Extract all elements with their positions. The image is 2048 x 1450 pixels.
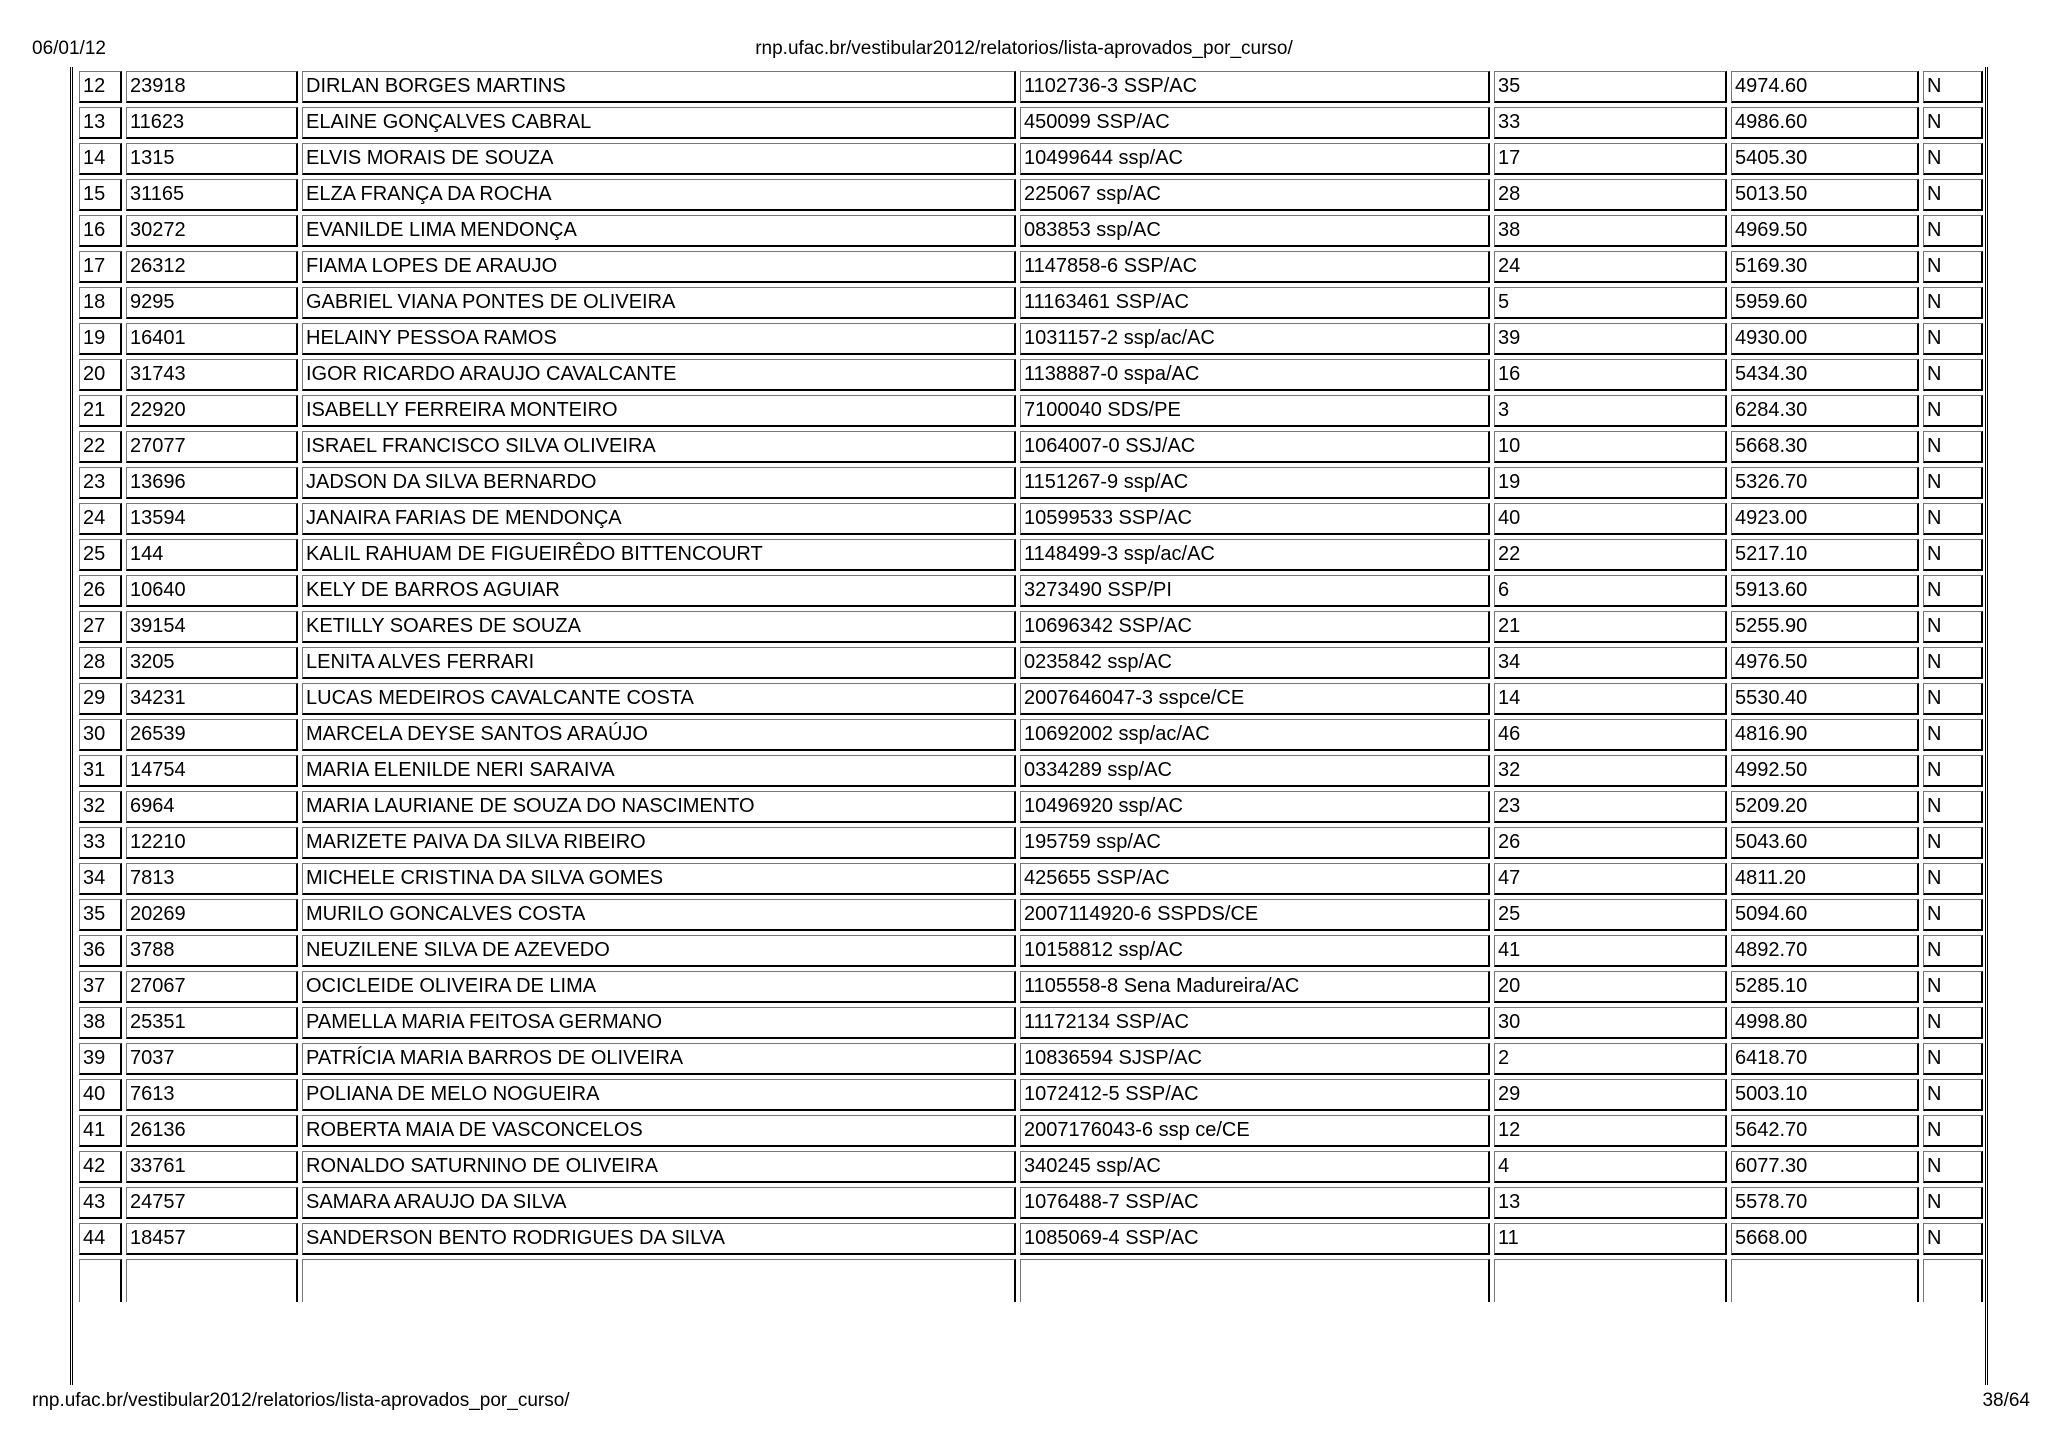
- id-document-cell: 1031157-2 ssp/ac/AC: [1020, 323, 1490, 355]
- status-cell: N: [1923, 215, 1983, 247]
- id-document-cell: 0334289 ssp/AC: [1020, 755, 1490, 787]
- empty-cell: [126, 1259, 298, 1302]
- empty-cell: [1494, 1259, 1727, 1302]
- status-cell: N: [1923, 827, 1983, 859]
- table-row: [79, 1079, 1983, 1111]
- name-cell: ELZA FRANÇA DA ROCHA: [302, 179, 1016, 211]
- table-row: [79, 935, 1983, 967]
- registration-cell: 31165: [126, 179, 298, 211]
- table-row: [79, 395, 1983, 427]
- row-number-cell: 22: [79, 431, 122, 463]
- name-cell: PAMELLA MARIA FEITOSA GERMANO: [302, 1007, 1016, 1039]
- registration-cell: 14754: [126, 755, 298, 787]
- rank-cell: 11: [1494, 1223, 1727, 1255]
- name-cell: LENITA ALVES FERRARI: [302, 647, 1016, 679]
- registration-cell: 11623: [126, 107, 298, 139]
- rank-cell: 6: [1494, 575, 1727, 607]
- id-document-cell: 0235842 ssp/AC: [1020, 647, 1490, 679]
- table-body: [79, 71, 1983, 1302]
- id-document-cell: 10696342 SSP/AC: [1020, 611, 1490, 643]
- row-number-cell: 39: [79, 1043, 122, 1075]
- name-cell: JANAIRA FARIAS DE MENDONÇA: [302, 503, 1016, 535]
- id-document-cell: 11163461 SSP/AC: [1020, 287, 1490, 319]
- score-cell: 5013.50: [1731, 179, 1919, 211]
- score-cell: 6077.30: [1731, 1151, 1919, 1183]
- name-cell: MICHELE CRISTINA DA SILVA GOMES: [302, 863, 1016, 895]
- score-cell: 5094.60: [1731, 899, 1919, 931]
- id-document-cell: 225067 ssp/AC: [1020, 179, 1490, 211]
- empty-cell: [1923, 1259, 1983, 1302]
- score-cell: 4969.50: [1731, 215, 1919, 247]
- score-cell: 5043.60: [1731, 827, 1919, 859]
- status-cell: N: [1923, 1187, 1983, 1219]
- score-cell: 4930.00: [1731, 323, 1919, 355]
- status-cell: N: [1923, 1079, 1983, 1111]
- status-cell: N: [1923, 791, 1983, 823]
- rank-cell: 20: [1494, 971, 1727, 1003]
- row-number-cell: 16: [79, 215, 122, 247]
- name-cell: MARCELA DEYSE SANTOS ARAÚJO: [302, 719, 1016, 751]
- registration-cell: 1315: [126, 143, 298, 175]
- status-cell: N: [1923, 431, 1983, 463]
- registration-cell: 31743: [126, 359, 298, 391]
- name-cell: PATRÍCIA MARIA BARROS DE OLIVEIRA: [302, 1043, 1016, 1075]
- name-cell: POLIANA DE MELO NOGUEIRA: [302, 1079, 1016, 1111]
- table-row: [79, 71, 1983, 103]
- rank-cell: 28: [1494, 179, 1727, 211]
- rank-cell: 38: [1494, 215, 1727, 247]
- rank-cell: 5: [1494, 287, 1727, 319]
- rank-cell: 12: [1494, 1115, 1727, 1147]
- row-number-cell: 43: [79, 1187, 122, 1219]
- table-row: [79, 503, 1983, 535]
- status-cell: N: [1923, 179, 1983, 211]
- registration-cell: 13696: [126, 467, 298, 499]
- status-cell: N: [1923, 359, 1983, 391]
- score-cell: 5003.10: [1731, 1079, 1919, 1111]
- status-cell: N: [1923, 611, 1983, 643]
- score-cell: 5530.40: [1731, 683, 1919, 715]
- id-document-cell: 3273490 SSP/PI: [1020, 575, 1490, 607]
- rank-cell: 29: [1494, 1079, 1727, 1111]
- row-number-cell: 12: [79, 71, 122, 103]
- status-cell: N: [1923, 1115, 1983, 1147]
- registration-cell: 144: [126, 539, 298, 571]
- registration-cell: 13594: [126, 503, 298, 535]
- id-document-cell: 10836594 SJSP/AC: [1020, 1043, 1490, 1075]
- name-cell: SANDERSON BENTO RODRIGUES DA SILVA: [302, 1223, 1016, 1255]
- row-number-cell: 13: [79, 107, 122, 139]
- score-cell: 4992.50: [1731, 755, 1919, 787]
- id-document-cell: 083853 ssp/AC: [1020, 215, 1490, 247]
- status-cell: N: [1923, 503, 1983, 535]
- registration-cell: 20269: [126, 899, 298, 931]
- table-row: [79, 1151, 1983, 1183]
- score-cell: 4811.20: [1731, 863, 1919, 895]
- row-number-cell: 30: [79, 719, 122, 751]
- registration-cell: 12210: [126, 827, 298, 859]
- registration-cell: 7813: [126, 863, 298, 895]
- table-row: [79, 1007, 1983, 1039]
- table-row: [79, 143, 1983, 175]
- id-document-cell: 1148499-3 ssp/ac/AC: [1020, 539, 1490, 571]
- status-cell: N: [1923, 395, 1983, 427]
- status-cell: N: [1923, 1043, 1983, 1075]
- id-document-cell: 340245 ssp/AC: [1020, 1151, 1490, 1183]
- status-cell: N: [1923, 539, 1983, 571]
- name-cell: KETILLY SOARES DE SOUZA: [302, 611, 1016, 643]
- registration-cell: 27077: [126, 431, 298, 463]
- registration-cell: 16401: [126, 323, 298, 355]
- rank-cell: 34: [1494, 647, 1727, 679]
- table-row: [79, 431, 1983, 463]
- registration-cell: 10640: [126, 575, 298, 607]
- registration-cell: 24757: [126, 1187, 298, 1219]
- registration-cell: 9295: [126, 287, 298, 319]
- name-cell: EVANILDE LIMA MENDONÇA: [302, 215, 1016, 247]
- score-cell: 5642.70: [1731, 1115, 1919, 1147]
- table-row: [79, 899, 1983, 931]
- rank-cell: 19: [1494, 467, 1727, 499]
- score-cell: 5668.30: [1731, 431, 1919, 463]
- registration-cell: 26136: [126, 1115, 298, 1147]
- name-cell: SAMARA ARAUJO DA SILVA: [302, 1187, 1016, 1219]
- rank-cell: 17: [1494, 143, 1727, 175]
- score-cell: 5285.10: [1731, 971, 1919, 1003]
- score-cell: 4892.70: [1731, 935, 1919, 967]
- name-cell: HELAINY PESSOA RAMOS: [302, 323, 1016, 355]
- empty-cell: [79, 1259, 122, 1302]
- table-row: [79, 323, 1983, 355]
- registration-cell: 3205: [126, 647, 298, 679]
- name-cell: MURILO GONCALVES COSTA: [302, 899, 1016, 931]
- row-number-cell: 27: [79, 611, 122, 643]
- rank-cell: 14: [1494, 683, 1727, 715]
- registration-cell: 30272: [126, 215, 298, 247]
- score-cell: 5668.00: [1731, 1223, 1919, 1255]
- row-number-cell: 19: [79, 323, 122, 355]
- status-cell: N: [1923, 935, 1983, 967]
- table-row: [79, 287, 1983, 319]
- registration-cell: 22920: [126, 395, 298, 427]
- name-cell: ELAINE GONÇALVES CABRAL: [302, 107, 1016, 139]
- id-document-cell: 10692002 ssp/ac/AC: [1020, 719, 1490, 751]
- status-cell: N: [1923, 647, 1983, 679]
- rank-cell: 24: [1494, 251, 1727, 283]
- print-date: 06/01/12: [32, 38, 106, 59]
- registration-cell: 33761: [126, 1151, 298, 1183]
- empty-cell: [1020, 1259, 1490, 1302]
- rank-cell: 30: [1494, 1007, 1727, 1039]
- registration-cell: 7037: [126, 1043, 298, 1075]
- score-cell: 5434.30: [1731, 359, 1919, 391]
- status-cell: N: [1923, 863, 1983, 895]
- rank-cell: 21: [1494, 611, 1727, 643]
- row-number-cell: 34: [79, 863, 122, 895]
- status-cell: N: [1923, 575, 1983, 607]
- rank-cell: 33: [1494, 107, 1727, 139]
- score-cell: 5326.70: [1731, 467, 1919, 499]
- score-cell: 6418.70: [1731, 1043, 1919, 1075]
- row-number-cell: 18: [79, 287, 122, 319]
- empty-cell: [302, 1259, 1016, 1302]
- id-document-cell: 2007646047-3 sspce/CE: [1020, 683, 1490, 715]
- row-number-cell: 36: [79, 935, 122, 967]
- rank-cell: 22: [1494, 539, 1727, 571]
- name-cell: JADSON DA SILVA BERNARDO: [302, 467, 1016, 499]
- registration-cell: 34231: [126, 683, 298, 715]
- rank-cell: 16: [1494, 359, 1727, 391]
- name-cell: MARIZETE PAIVA DA SILVA RIBEIRO: [302, 827, 1016, 859]
- id-document-cell: 10496920 ssp/AC: [1020, 791, 1490, 823]
- rank-cell: 47: [1494, 863, 1727, 895]
- id-document-cell: 1076488-7 SSP/AC: [1020, 1187, 1490, 1219]
- id-document-cell: 1064007-0 SSJ/AC: [1020, 431, 1490, 463]
- id-document-cell: 1147858-6 SSP/AC: [1020, 251, 1490, 283]
- rank-cell: 10: [1494, 431, 1727, 463]
- id-document-cell: 1072412-5 SSP/AC: [1020, 1079, 1490, 1111]
- id-document-cell: 7100040 SDS/PE: [1020, 395, 1490, 427]
- rank-cell: 26: [1494, 827, 1727, 859]
- name-cell: LUCAS MEDEIROS CAVALCANTE COSTA: [302, 683, 1016, 715]
- status-cell: N: [1923, 467, 1983, 499]
- id-document-cell: 450099 SSP/AC: [1020, 107, 1490, 139]
- table-row: [79, 1115, 1983, 1147]
- score-cell: 5255.90: [1731, 611, 1919, 643]
- id-document-cell: 1085069-4 SSP/AC: [1020, 1223, 1490, 1255]
- id-document-cell: 425655 SSP/AC: [1020, 863, 1490, 895]
- score-cell: 4974.60: [1731, 71, 1919, 103]
- table-row: [79, 791, 1983, 823]
- id-document-cell: 10499644 ssp/AC: [1020, 143, 1490, 175]
- name-cell: ISABELLY FERREIRA MONTEIRO: [302, 395, 1016, 427]
- table-row: [79, 539, 1983, 571]
- table-row: [79, 863, 1983, 895]
- table-row: [79, 359, 1983, 391]
- score-cell: 4986.60: [1731, 107, 1919, 139]
- id-document-cell: 2007114920-6 SSPDS/CE: [1020, 899, 1490, 931]
- id-document-cell: 1102736-3 SSP/AC: [1020, 71, 1490, 103]
- name-cell: MARIA LAURIANE DE SOUZA DO NASCIMENTO: [302, 791, 1016, 823]
- row-number-cell: 41: [79, 1115, 122, 1147]
- approved-candidates-table: [75, 67, 1987, 1306]
- registration-cell: 39154: [126, 611, 298, 643]
- row-number-cell: 33: [79, 827, 122, 859]
- rank-cell: 40: [1494, 503, 1727, 535]
- name-cell: OCICLEIDE OLIVEIRA DE LIMA: [302, 971, 1016, 1003]
- name-cell: DIRLAN BORGES MARTINS: [302, 71, 1016, 103]
- id-document-cell: 1151267-9 ssp/AC: [1020, 467, 1490, 499]
- rank-cell: 32: [1494, 755, 1727, 787]
- name-cell: NEUZILENE SILVA DE AZEVEDO: [302, 935, 1016, 967]
- row-number-cell: 42: [79, 1151, 122, 1183]
- registration-cell: 6964: [126, 791, 298, 823]
- table-row: [79, 683, 1983, 715]
- table-row: [79, 467, 1983, 499]
- score-cell: 4976.50: [1731, 647, 1919, 679]
- rank-cell: 25: [1494, 899, 1727, 931]
- row-number-cell: 20: [79, 359, 122, 391]
- score-cell: 5913.60: [1731, 575, 1919, 607]
- table-row: [79, 611, 1983, 643]
- rank-cell: 4: [1494, 1151, 1727, 1183]
- registration-cell: 27067: [126, 971, 298, 1003]
- name-cell: ELVIS MORAIS DE SOUZA: [302, 143, 1016, 175]
- name-cell: ISRAEL FRANCISCO SILVA OLIVEIRA: [302, 431, 1016, 463]
- registration-cell: 26312: [126, 251, 298, 283]
- status-cell: N: [1923, 1151, 1983, 1183]
- table-row: [79, 251, 1983, 283]
- page-number: 38/64: [1982, 1390, 2030, 1411]
- table-row: [79, 107, 1983, 139]
- row-number-cell: 40: [79, 1079, 122, 1111]
- rank-cell: 3: [1494, 395, 1727, 427]
- row-number-cell: 14: [79, 143, 122, 175]
- status-cell: N: [1923, 1223, 1983, 1255]
- score-cell: 5578.70: [1731, 1187, 1919, 1219]
- rank-cell: 39: [1494, 323, 1727, 355]
- page-header-url: rnp.ufac.br/vestibular2012/relatorios/lista-aprovados_por_curso/: [755, 38, 1293, 59]
- table-row: [79, 575, 1983, 607]
- row-number-cell: 35: [79, 899, 122, 931]
- table-row: [79, 179, 1983, 211]
- status-cell: N: [1923, 323, 1983, 355]
- score-cell: 4998.80: [1731, 1007, 1919, 1039]
- rank-cell: 41: [1494, 935, 1727, 967]
- row-number-cell: 21: [79, 395, 122, 427]
- name-cell: KALIL RAHUAM DE FIGUEIRÊDO BITTENCOURT: [302, 539, 1016, 571]
- rank-cell: 35: [1494, 71, 1727, 103]
- page-footer-url: rnp.ufac.br/vestibular2012/relatorios/lista-aprovados_por_curso/: [32, 1390, 570, 1411]
- table-row: [79, 755, 1983, 787]
- row-number-cell: 32: [79, 791, 122, 823]
- name-cell: FIAMA LOPES DE ARAUJO: [302, 251, 1016, 283]
- row-number-cell: 23: [79, 467, 122, 499]
- registration-cell: 18457: [126, 1223, 298, 1255]
- status-cell: N: [1923, 71, 1983, 103]
- id-document-cell: 1105558-8 Sena Madureira/AC: [1020, 971, 1490, 1003]
- table-row: [79, 647, 1983, 679]
- table-row: [79, 1043, 1983, 1075]
- status-cell: N: [1923, 1007, 1983, 1039]
- status-cell: N: [1923, 683, 1983, 715]
- id-document-cell: 11172134 SSP/AC: [1020, 1007, 1490, 1039]
- row-number-cell: 28: [79, 647, 122, 679]
- status-cell: N: [1923, 143, 1983, 175]
- score-cell: 5169.30: [1731, 251, 1919, 283]
- id-document-cell: 10599533 SSP/AC: [1020, 503, 1490, 535]
- name-cell: GABRIEL VIANA PONTES DE OLIVEIRA: [302, 287, 1016, 319]
- status-cell: N: [1923, 107, 1983, 139]
- table-row-empty: [79, 1259, 1983, 1302]
- registration-cell: 7613: [126, 1079, 298, 1111]
- name-cell: KELY DE BARROS AGUIAR: [302, 575, 1016, 607]
- row-number-cell: 17: [79, 251, 122, 283]
- status-cell: N: [1923, 287, 1983, 319]
- name-cell: MARIA ELENILDE NERI SARAIVA: [302, 755, 1016, 787]
- score-cell: 4816.90: [1731, 719, 1919, 751]
- registration-cell: 23918: [126, 71, 298, 103]
- status-cell: N: [1923, 719, 1983, 751]
- score-cell: 5405.30: [1731, 143, 1919, 175]
- table-row: [79, 719, 1983, 751]
- row-number-cell: 44: [79, 1223, 122, 1255]
- registration-cell: 25351: [126, 1007, 298, 1039]
- score-cell: 6284.30: [1731, 395, 1919, 427]
- score-cell: 4923.00: [1731, 503, 1919, 535]
- row-number-cell: 29: [79, 683, 122, 715]
- row-number-cell: 37: [79, 971, 122, 1003]
- row-number-cell: 38: [79, 1007, 122, 1039]
- table-row: [79, 215, 1983, 247]
- registration-cell: 3788: [126, 935, 298, 967]
- id-document-cell: 195759 ssp/AC: [1020, 827, 1490, 859]
- status-cell: N: [1923, 899, 1983, 931]
- rank-cell: 46: [1494, 719, 1727, 751]
- name-cell: IGOR RICARDO ARAUJO CAVALCANTE: [302, 359, 1016, 391]
- table-row: [79, 827, 1983, 859]
- score-cell: 5217.10: [1731, 539, 1919, 571]
- id-document-cell: 1138887-0 sspa/AC: [1020, 359, 1490, 391]
- status-cell: N: [1923, 971, 1983, 1003]
- row-number-cell: 25: [79, 539, 122, 571]
- registration-cell: 26539: [126, 719, 298, 751]
- table-row: [79, 971, 1983, 1003]
- id-document-cell: 2007176043-6 ssp ce/CE: [1020, 1115, 1490, 1147]
- name-cell: RONALDO SATURNINO DE OLIVEIRA: [302, 1151, 1016, 1183]
- table-row: [79, 1187, 1983, 1219]
- score-cell: 5209.20: [1731, 791, 1919, 823]
- rank-cell: 23: [1494, 791, 1727, 823]
- status-cell: N: [1923, 755, 1983, 787]
- row-number-cell: 15: [79, 179, 122, 211]
- table-row: [79, 1223, 1983, 1255]
- status-cell: N: [1923, 251, 1983, 283]
- score-cell: 5959.60: [1731, 287, 1919, 319]
- empty-cell: [1731, 1259, 1919, 1302]
- name-cell: ROBERTA MAIA DE VASCONCELOS: [302, 1115, 1016, 1147]
- rank-cell: 13: [1494, 1187, 1727, 1219]
- row-number-cell: 31: [79, 755, 122, 787]
- row-number-cell: 24: [79, 503, 122, 535]
- rank-cell: 2: [1494, 1043, 1727, 1075]
- row-number-cell: 26: [79, 575, 122, 607]
- id-document-cell: 10158812 ssp/AC: [1020, 935, 1490, 967]
